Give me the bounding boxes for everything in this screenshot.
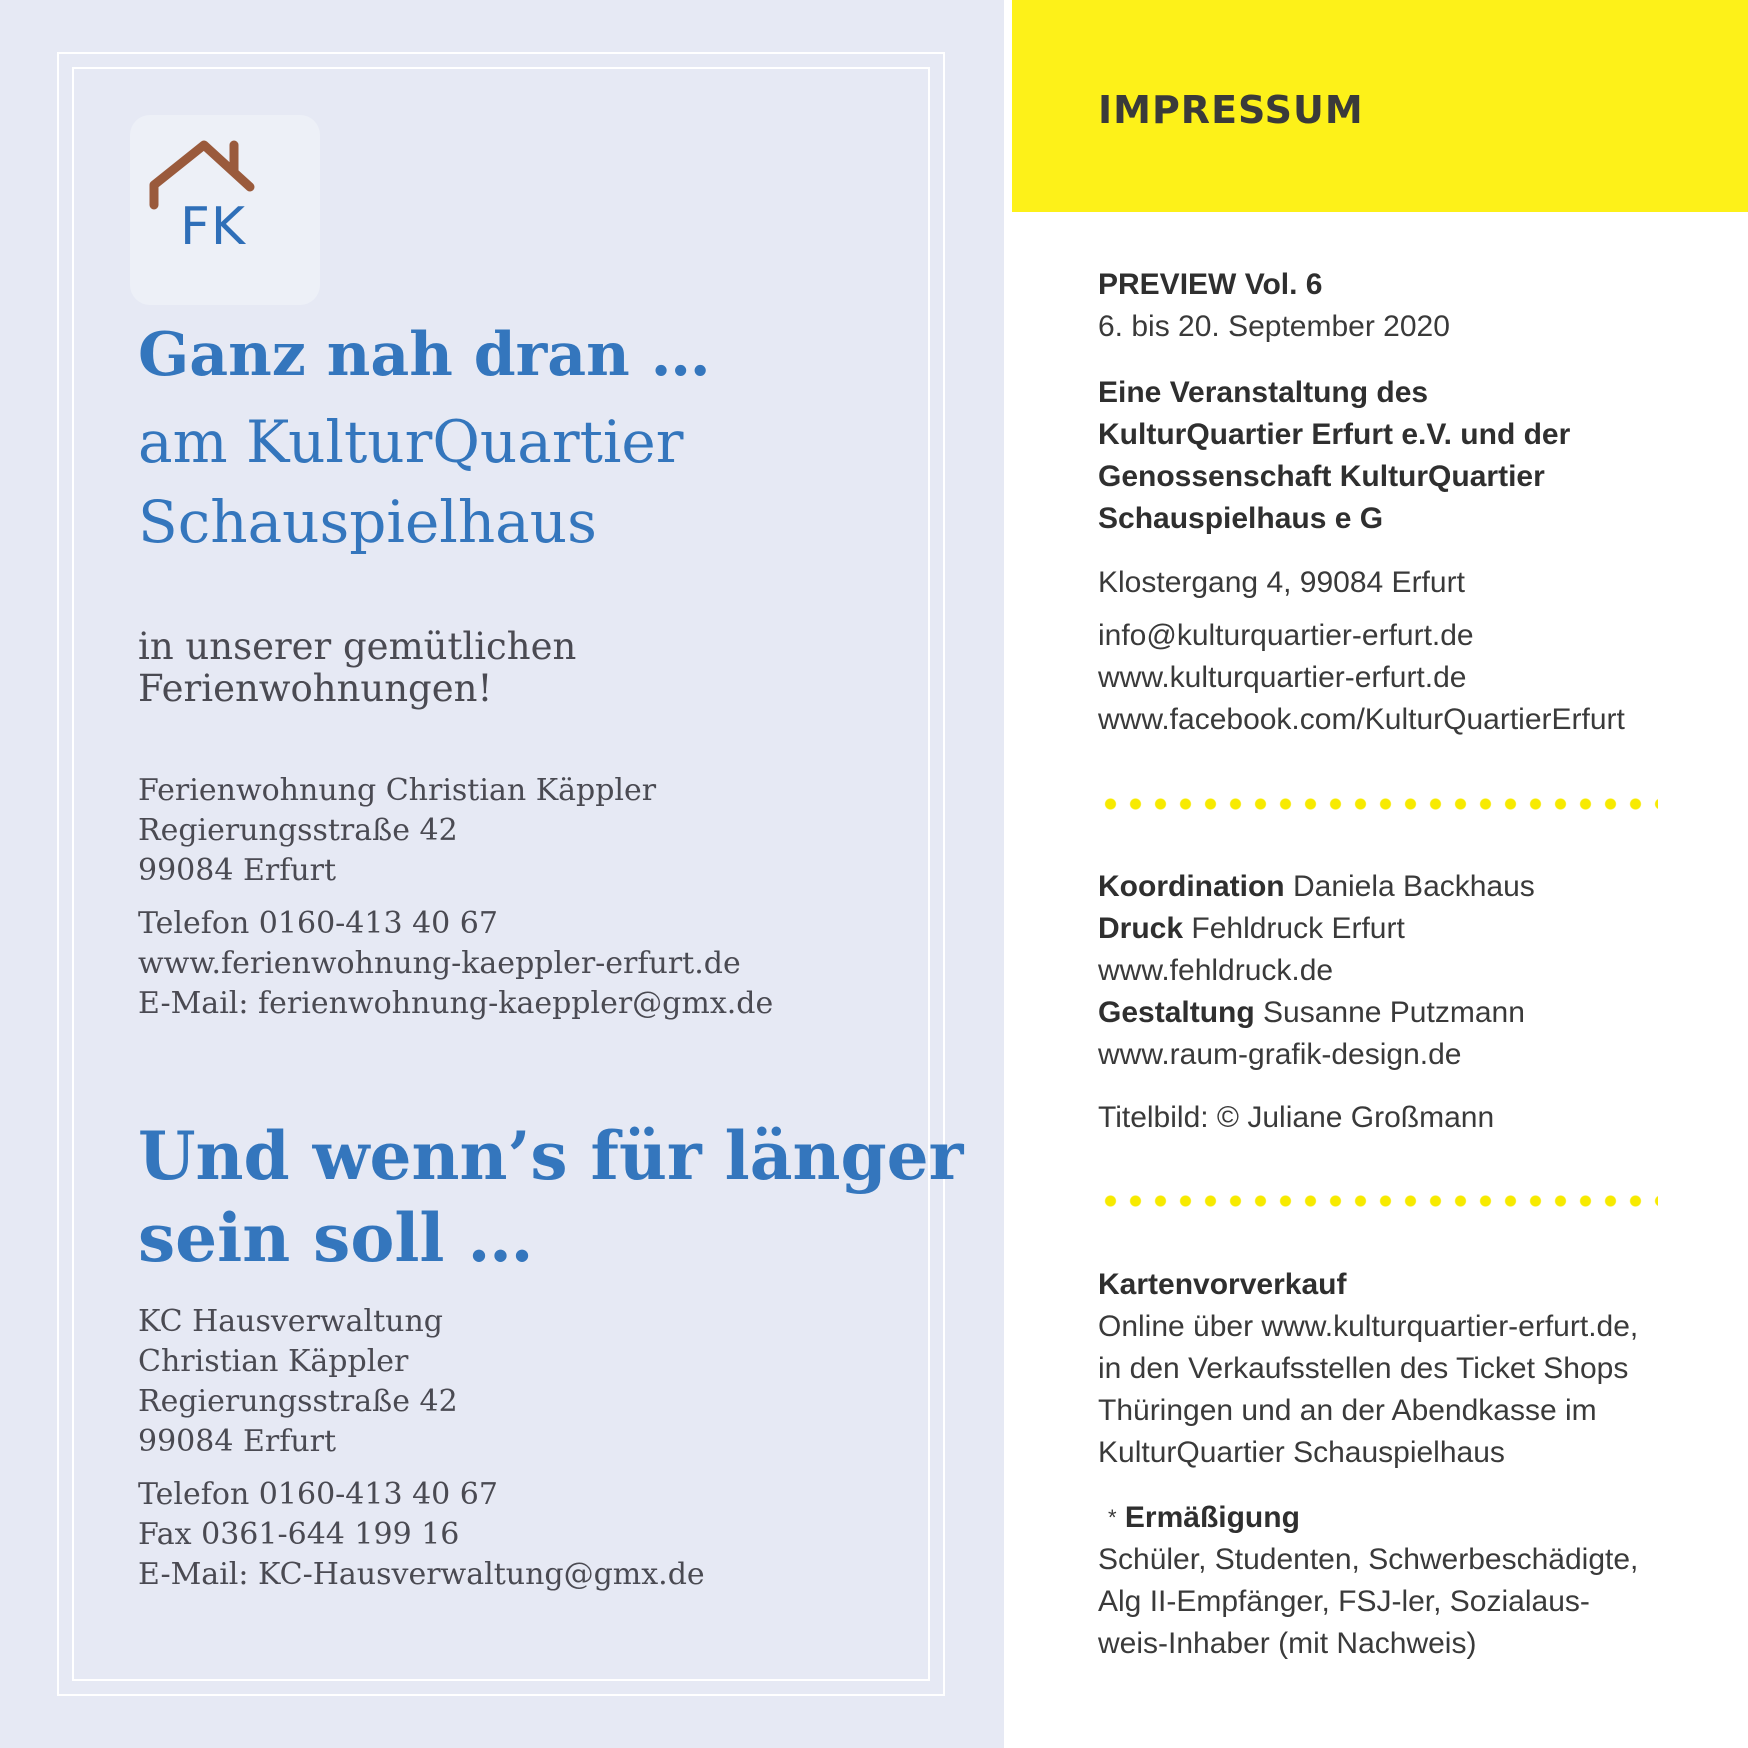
address-line: Christian Käppler — [138, 1344, 409, 1379]
tickets-line: Online über www.kulturquartier-erfurt.de, — [1098, 1310, 1639, 1343]
logo-text: FK — [180, 197, 247, 257]
tickets-block — [1098, 1264, 1638, 1474]
intro-line: in unserer gemütlichen — [138, 625, 577, 668]
credit-koordination — [1098, 866, 1535, 908]
ad-heading-2 — [138, 1115, 963, 1279]
titelbild-credit: Titelbild: © Juliane Großmann — [1098, 1101, 1495, 1134]
gestaltung-link[interactable]: www.raum-grafik-design.de — [1098, 1038, 1462, 1071]
credit-label: Druck — [1098, 912, 1184, 945]
credit-label: Gestaltung — [1098, 996, 1255, 1029]
fax-text: Fax 0361-644 199 16 — [138, 1517, 460, 1552]
discount-title: Ermäßigung — [1124, 1501, 1300, 1534]
asterisk: * — [1108, 1505, 1117, 1530]
credits-block — [1098, 866, 1535, 1076]
organizer-line: Genossenschaft KulturQuartier — [1098, 460, 1545, 493]
address-line: KC Hausverwaltung — [138, 1304, 443, 1339]
discount-block — [1098, 1497, 1638, 1665]
phone-text: Telefon 0160-413 40 67 — [138, 1477, 498, 1512]
impressum-title: IMPRESSUM — [1098, 88, 1364, 132]
heading2-line: Und wenn’s für länger — [138, 1117, 964, 1195]
email-link[interactable]: info@kulturquartier-erfurt.de — [1098, 619, 1474, 652]
dotted-divider — [1098, 797, 1658, 811]
tickets-line: Thüringen und an der Abendkasse im — [1098, 1394, 1597, 1427]
ad-subheading — [138, 402, 683, 562]
credit-label: Koordination — [1098, 870, 1285, 903]
credit-gestaltung — [1098, 992, 1535, 1034]
links-block — [1098, 615, 1625, 741]
address-block-1 — [138, 771, 656, 891]
address-block-2 — [138, 1302, 458, 1462]
phone-text: Telefon 0160-413 40 67 — [138, 906, 498, 941]
tickets-line: in den Verkaufsstellen des Ticket Shops — [1098, 1352, 1629, 1385]
address-text: Klostergang 4, 99084 Erfurt — [1098, 566, 1465, 599]
preview-block — [1098, 264, 1450, 348]
discount-line: Schüler, Studenten, Schwerbeschädigte, — [1098, 1543, 1639, 1576]
druck-link[interactable]: www.fehldruck.de — [1098, 954, 1334, 987]
discount-title-line — [1098, 1497, 1638, 1539]
address-line: Regierungsstraße 42 — [138, 813, 458, 848]
email-link[interactable]: E-Mail: KC-Hausverwaltung@gmx.de — [138, 1557, 705, 1592]
preview-dates: 6. bis 20. September 2020 — [1098, 310, 1450, 343]
preview-title: PREVIEW Vol. 6 — [1098, 268, 1323, 301]
discount-line: weis-Inhaber (mit Nachweis) — [1098, 1627, 1477, 1660]
credit-druck — [1098, 908, 1535, 950]
website-link[interactable]: www.ferienwohnung-kaeppler-erfurt.de — [138, 946, 741, 981]
credit-value: Daniela Backhaus — [1292, 870, 1535, 903]
organizer-block — [1098, 372, 1570, 540]
tickets-title: Kartenvorverkauf — [1098, 1268, 1347, 1301]
contact-block-2 — [138, 1475, 705, 1595]
credit-value: Fehldruck Erfurt — [1191, 912, 1405, 945]
address-line: 99084 Erfurt — [138, 1424, 337, 1459]
address-line: 99084 Erfurt — [138, 853, 337, 888]
subheading-line: am KulturQuartier — [138, 408, 684, 476]
email-link[interactable]: E-Mail: ferienwohnung-kaeppler@gmx.de — [138, 986, 774, 1021]
credit-value: Susanne Putzmann — [1263, 996, 1525, 1029]
discount-line: Alg II-Empfänger, FSJ-ler, Sozialaus- — [1098, 1585, 1590, 1618]
ad-heading-1: Ganz nah dran … — [138, 320, 711, 390]
address-line: Regierungsstraße 42 — [138, 1384, 458, 1419]
website-link[interactable]: www.kulturquartier-erfurt.de — [1098, 661, 1467, 694]
heading2-line: sein soll … — [138, 1199, 534, 1277]
facebook-link[interactable]: www.facebook.com/KulturQuartierErfurt — [1098, 703, 1625, 736]
tickets-line: KulturQuartier Schauspielhaus — [1098, 1436, 1505, 1469]
organizer-line: Schauspielhaus e G — [1098, 502, 1384, 535]
fk-logo — [130, 115, 320, 305]
address-line: Ferienwohnung Christian Käppler — [138, 773, 657, 808]
ad-intro — [138, 626, 576, 710]
dotted-divider — [1098, 1194, 1658, 1208]
organizer-line: KulturQuartier Erfurt e.V. und der — [1098, 418, 1571, 451]
organizer-line: Eine Veranstaltung des — [1098, 376, 1429, 409]
intro-line: Ferienwohnungen! — [138, 667, 493, 710]
subheading-line: Schauspielhaus — [138, 488, 597, 556]
contact-block-1 — [138, 904, 773, 1024]
